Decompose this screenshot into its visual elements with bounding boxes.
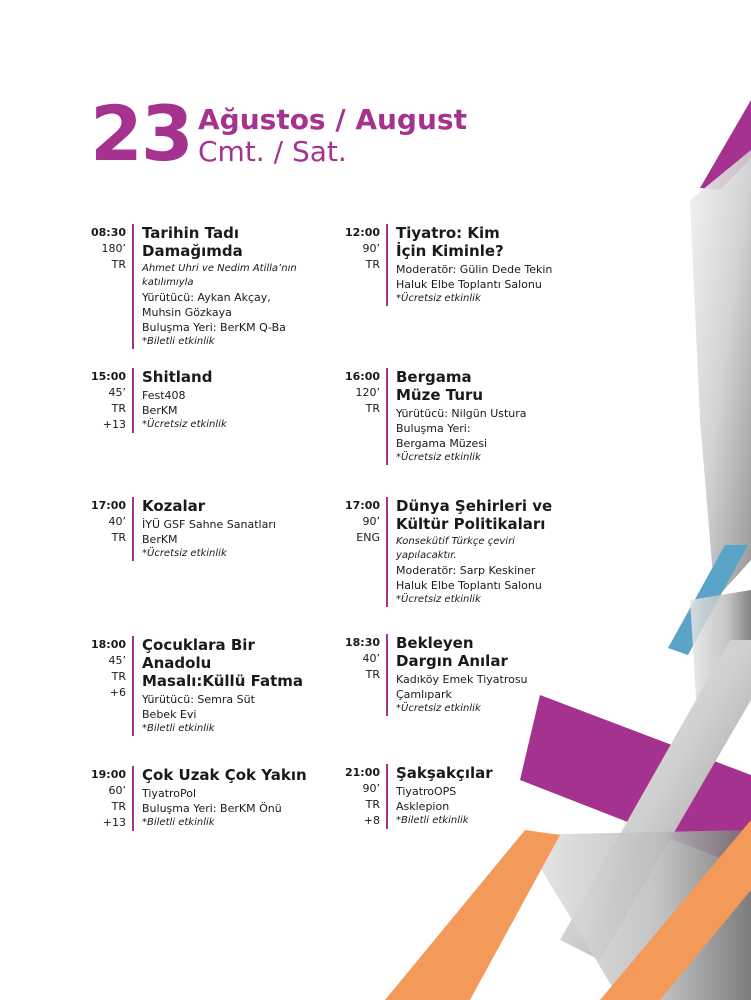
event-meta [342, 634, 380, 716]
event-info [396, 368, 527, 465]
event-title: Dünya Şehirleri ve [396, 497, 553, 515]
event-duration: 180’ [101, 242, 126, 255]
event-duration: 45’ [108, 386, 126, 399]
event-divider [386, 764, 388, 829]
event-detail: Yürütücü: Semra Süt [142, 693, 255, 706]
event-age-limit: +13 [102, 418, 126, 431]
event-detail: Buluşma Yeri: BerKM Önü [142, 802, 282, 815]
event-divider [132, 497, 134, 561]
event-duration: 120’ [355, 386, 380, 399]
event-detail: Yürütücü: Aykan Akçay, [142, 291, 271, 304]
event-title: Bekleyen [396, 634, 474, 652]
event-divider [386, 497, 388, 607]
event-info [396, 497, 576, 607]
event-time: 21:00 [344, 766, 380, 779]
event-title: Masalı:Küllü Fatma [142, 672, 304, 690]
event-subtitle: Ahmet Uhri ve Nedim Atilla’nın katılımıyla [142, 263, 297, 288]
event-note: *Ücretsiz etkinlik [142, 548, 227, 559]
event-detail: BerKM [142, 533, 178, 546]
event-language: TR [365, 258, 380, 271]
event-meta [88, 636, 126, 736]
event-title: Dargın Anılar [396, 652, 508, 670]
event-title: Çocuklara Bir [142, 636, 255, 654]
event-detail: BerKM [142, 404, 178, 417]
event-meta [342, 224, 380, 306]
event-title: İçin Kiminle? [396, 242, 504, 260]
weekday-label: Cmt. / Sat. [198, 135, 347, 168]
event-note: *Biletli etkinlik [142, 336, 215, 347]
event-card [342, 497, 576, 607]
event-title: Kültür Politikaları [396, 515, 546, 533]
event-note: *Ücretsiz etkinlik [142, 419, 227, 430]
event-language: TR [111, 531, 126, 544]
event-language: TR [365, 402, 380, 415]
event-time: 16:00 [344, 370, 380, 383]
event-note: *Biletli etkinlik [142, 817, 215, 828]
event-divider [132, 636, 134, 736]
event-card [88, 224, 322, 349]
event-card [88, 766, 307, 831]
event-time: 17:00 [90, 499, 126, 512]
grey-ribbon-right [690, 150, 751, 600]
event-detail: Muhsin Gözkaya [142, 306, 232, 319]
event-duration: 40’ [108, 515, 126, 528]
event-divider [386, 224, 388, 306]
event-meta [342, 764, 380, 829]
event-divider [132, 224, 134, 349]
event-time: 18:00 [90, 638, 126, 651]
event-title: Shitland [142, 368, 213, 386]
event-language: ENG [356, 531, 380, 544]
event-duration: 60’ [108, 784, 126, 797]
event-title: Kozalar [142, 497, 206, 515]
event-card [88, 497, 276, 561]
event-note: *Biletli etkinlik [142, 723, 215, 734]
event-info [142, 368, 227, 433]
event-duration: 90’ [362, 782, 380, 795]
event-card [88, 368, 227, 433]
event-duration: 45’ [108, 654, 126, 667]
event-age-limit: +8 [363, 814, 380, 827]
event-info [142, 766, 307, 831]
event-info [142, 224, 322, 349]
event-title: Damağımda [142, 242, 243, 260]
event-note: *Biletli etkinlik [396, 815, 469, 826]
event-title: Çok Uzak Çok Yakın [142, 766, 307, 784]
event-divider [132, 766, 134, 831]
event-detail: TiyatroOPS [396, 785, 457, 798]
event-age-limit: +6 [109, 686, 126, 699]
event-meta [342, 497, 380, 607]
event-duration: 90’ [362, 242, 380, 255]
event-language: TR [111, 402, 126, 415]
event-detail: Buluşma Yeri: [396, 422, 471, 435]
event-title: Tiyatro: Kim [396, 224, 500, 242]
event-meta [342, 368, 380, 465]
event-title: Şakşakçılar [396, 764, 493, 782]
event-language: TR [365, 668, 380, 681]
event-detail: Buluşma Yeri: BerKM Q-Ba [142, 321, 286, 334]
event-detail: Kadıköy Emek Tiyatrosu [396, 673, 528, 686]
event-card [88, 636, 303, 736]
event-note: *Ücretsiz etkinlik [396, 452, 481, 463]
event-title: Tarihin Tadı [142, 224, 239, 242]
event-detail: Moderatör: Gülin Dede Tekin [396, 263, 553, 276]
event-divider [132, 368, 134, 433]
month-label: Ağustos / August [198, 103, 467, 136]
event-language: TR [365, 798, 380, 811]
event-detail: Bergama Müzesi [396, 437, 488, 450]
event-divider [386, 634, 388, 716]
event-meta [88, 497, 126, 561]
event-note: *Ücretsiz etkinlik [396, 703, 481, 714]
event-meta [88, 766, 126, 831]
event-detail: Haluk Elbe Toplantı Salonu [396, 579, 542, 592]
event-time: 08:30 [90, 226, 126, 239]
event-language: TR [111, 800, 126, 813]
event-detail: Çamlıpark [396, 688, 452, 701]
event-card [342, 634, 528, 716]
event-card [342, 224, 552, 306]
event-detail: İYÜ GSF Sahne Sanatları [142, 518, 276, 531]
event-card [342, 368, 527, 465]
event-info [142, 636, 303, 736]
event-age-limit: +13 [102, 816, 126, 829]
event-detail: Bebek Evi [142, 708, 197, 721]
event-title: Anadolu [142, 654, 212, 672]
event-meta [88, 368, 126, 433]
orange-ribbon [385, 830, 560, 1000]
event-language: TR [111, 258, 126, 271]
event-time: 12:00 [344, 226, 380, 239]
event-time: 19:00 [90, 768, 126, 781]
event-detail: TiyatroPol [142, 787, 197, 800]
event-info [396, 634, 528, 716]
event-info [396, 224, 552, 306]
event-detail: Asklepion [396, 800, 450, 813]
event-time: 18:30 [344, 636, 380, 649]
event-title: Müze Turu [396, 386, 484, 404]
event-card [342, 764, 493, 829]
event-time: 15:00 [90, 370, 126, 383]
event-info [396, 764, 493, 829]
event-time: 17:00 [344, 499, 380, 512]
event-title: Bergama [396, 368, 472, 386]
event-note: *Ücretsiz etkinlik [396, 293, 481, 304]
event-detail: Moderatör: Sarp Keskiner [396, 564, 536, 577]
event-meta [88, 224, 126, 349]
event-duration: 90’ [362, 515, 380, 528]
event-language: TR [111, 670, 126, 683]
event-duration: 40’ [362, 652, 380, 665]
event-info [142, 497, 276, 561]
event-detail: Yürütücü: Nilgün Ustura [396, 407, 527, 420]
event-detail: Haluk Elbe Toplantı Salonu [396, 278, 542, 291]
event-note: *Ücretsiz etkinlik [396, 594, 481, 605]
event-subtitle: Konsekütif Türkçe çeviri yapılacaktır. [396, 536, 515, 561]
event-detail: Fest408 [142, 389, 186, 402]
event-divider [386, 368, 388, 465]
day-number: 23 [90, 89, 192, 178]
